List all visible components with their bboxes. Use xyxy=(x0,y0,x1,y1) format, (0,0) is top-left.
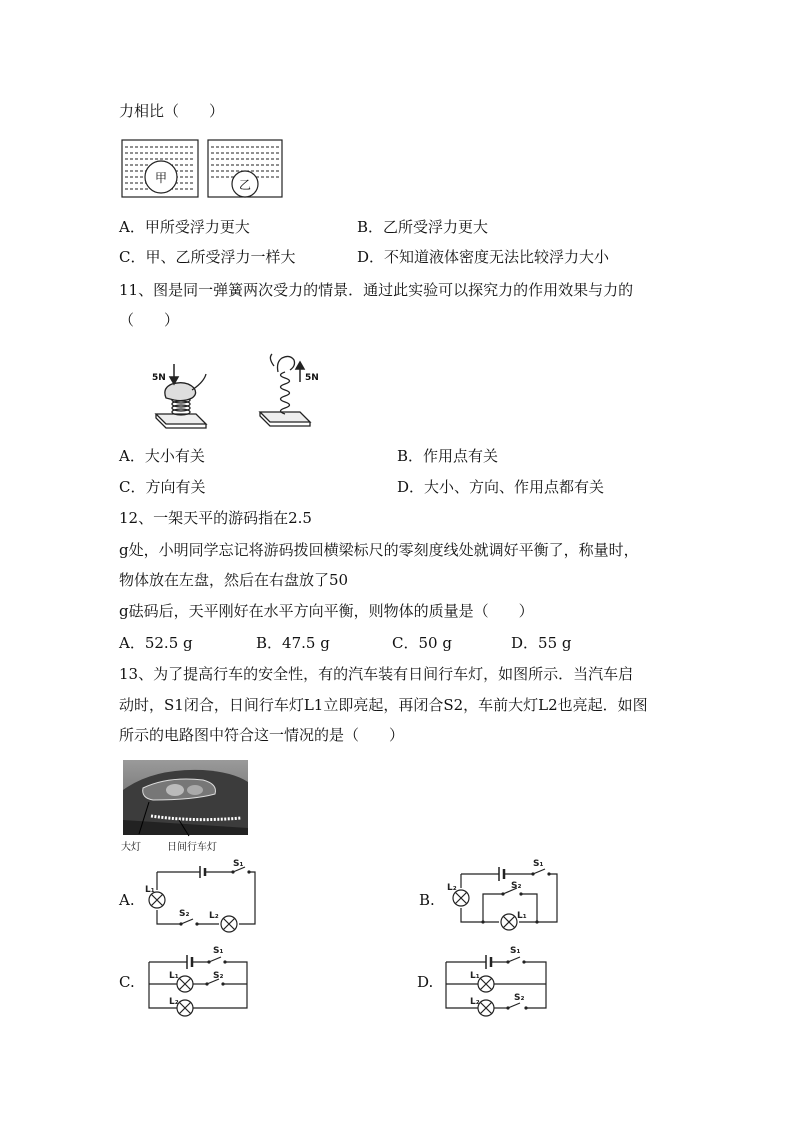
c-l2-label: L₂ xyxy=(169,997,179,1007)
a-s1-label: S₁ xyxy=(233,859,244,869)
q12-line2: g处，小明同学忘记将游码拨回横梁标尺的零刻度线处就调好平衡了，称量时， xyxy=(119,541,639,559)
q10-option-b: B．乙所受浮力更大 xyxy=(357,218,489,236)
a-l2-label: L₂ xyxy=(209,911,219,921)
force-label-left: 5N xyxy=(152,373,166,383)
a-l1-label: L₁ xyxy=(145,885,155,895)
q12-option-b: B．47.5 g xyxy=(256,634,330,652)
up-arrow-icon xyxy=(296,362,304,382)
circuit-c xyxy=(145,940,255,1020)
q10-option-a: A．甲所受浮力更大 xyxy=(119,218,250,236)
q10-option-d: D．不知道液体密度无法比较浮力大小 xyxy=(357,248,610,266)
car-headlight-photo xyxy=(123,760,248,835)
beaker-jia xyxy=(122,140,198,197)
q12-line1: 12、一架天平的游码指在2.5 xyxy=(119,509,312,527)
q11-option-c: C．方向有关 xyxy=(119,478,206,496)
b-s1-label: S₁ xyxy=(533,859,544,869)
q12-line3: 物体放在左盘，然后在右盘放了50 xyxy=(119,571,349,589)
q12-option-a: A．52.5 g xyxy=(119,634,193,652)
d-s1-label: S₁ xyxy=(510,946,521,956)
q11-spring-figure xyxy=(148,352,328,438)
q13-option-d: D. xyxy=(417,973,434,991)
force-label-right: 5N xyxy=(305,373,319,383)
d-l2-label: L₂ xyxy=(470,997,480,1007)
b-l2-label: L₂ xyxy=(447,883,457,893)
ball-yi-label: 乙 xyxy=(238,178,252,192)
q10-figure xyxy=(121,139,286,201)
down-arrow-icon xyxy=(170,364,178,384)
c-l1-label: L₁ xyxy=(169,971,179,981)
a-s2-label: S₂ xyxy=(179,909,190,919)
q13-option-a: A. xyxy=(119,891,135,909)
q12-line4: g砝码后，天平刚好在水平方向平衡，则物体的质量是（ ） xyxy=(119,602,534,620)
q13-line3: 所示的电路图中符合这一情况的是（ ） xyxy=(119,726,405,744)
q13-line1: 13、为了提高行车的安全性，有的汽车装有日间行车灯，如图所示．当汽车启 xyxy=(119,665,634,683)
c-s2-label: S₂ xyxy=(213,971,224,981)
q10-option-c: C．甲、乙所受浮力一样大 xyxy=(119,248,296,266)
q11-option-a: A．大小有关 xyxy=(119,447,205,465)
q11-option-b: B．作用点有关 xyxy=(397,447,499,465)
ball-jia-label: 甲 xyxy=(154,171,168,185)
q13-option-b: B. xyxy=(419,891,435,909)
circuit-b xyxy=(445,856,565,928)
q11-stem-line2: （ ） xyxy=(119,311,180,329)
q12-option-c: C．50 g xyxy=(392,634,452,652)
spring-stretched xyxy=(260,354,310,426)
d-s2-label: S₂ xyxy=(514,993,525,1003)
q11-stem-line1: 11、图是同一弹簧两次受力的情景．通过此实验可以探究力的作用效果与力的 xyxy=(119,281,634,299)
circuit-d xyxy=(442,940,554,1020)
caption-daytime-light: 日间行车灯 xyxy=(167,842,217,853)
q13-option-c: C. xyxy=(119,973,135,991)
q11-option-d: D．大小、方向、作用点都有关 xyxy=(397,478,605,496)
q13-line2: 动时，S1闭合，日间行车灯L1立即亮起，再闭合S2，车前大灯L2也亮起．如图 xyxy=(119,696,648,714)
q10-stem-tail: 力相比（ ） xyxy=(119,102,225,120)
b-s2-label: S₂ xyxy=(511,881,522,891)
q12-option-d: D．55 g xyxy=(511,634,572,652)
b-l1-label: L₁ xyxy=(517,911,527,921)
c-s1-label: S₁ xyxy=(213,946,224,956)
circuit-a xyxy=(145,858,265,930)
caption-headlight: 大灯 xyxy=(121,842,141,853)
d-l1-label: L₁ xyxy=(470,971,480,981)
